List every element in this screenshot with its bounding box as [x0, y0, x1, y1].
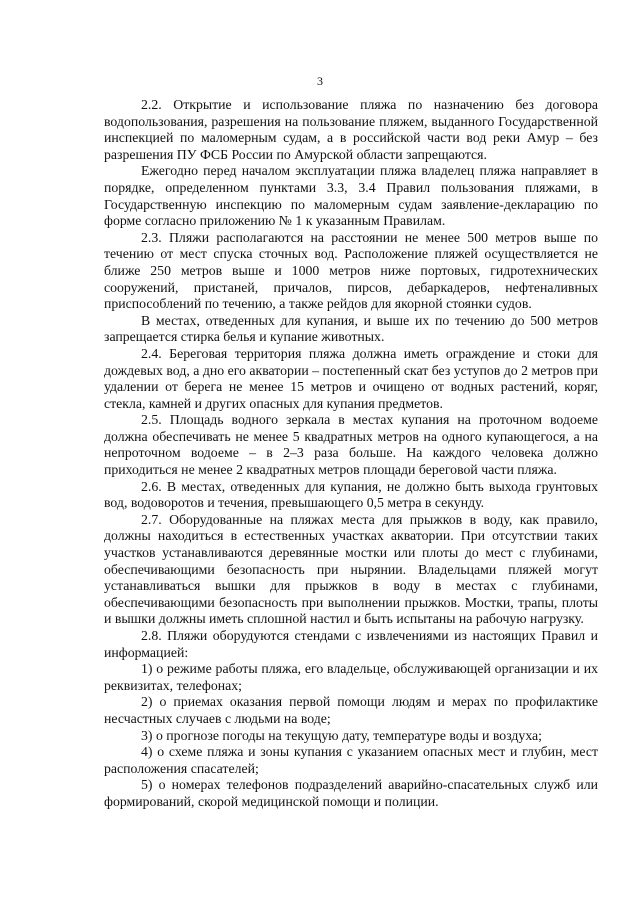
list-item-5: 5) о номерах телефонов подразделений аварийно-спасательных служб или формирований, скорой медицинской помощи и полиции. — [104, 777, 598, 809]
paragraph-2-8: 2.8. Пляжи оборудуются стендами с извлечениями из настоящих Правил и информацией: — [104, 628, 598, 660]
paragraph-2-2: 2.2. Открытие и использование пляжа по назначению без договора водопользования, разрешения на пользование пляжем, выданного Государственной инспекцией по маломерным судам, а в российской части вод реки Амур – без разрешения ПУ ФСБ России по Амурской области запрещаются. — [104, 97, 598, 162]
paragraph-2-3: 2.3. Пляжи располагаются на расстоянии не менее 500 метров выше по течению от мест спуска сточных вод. Расположение пляжей осуществляется не ближе 250 метров выше и 1000 метров ниже портовых, гидротехнических сооружений, пристаней, причалов, пирсов, дебаркадеров, нефтеналивных приспособлений по течению, а также рейдов для якорной стоянки судов. — [104, 229, 598, 312]
list-item-3: 3) о прогнозе погоды на текущую дату, температуре воды и воздуха; — [141, 727, 542, 743]
paragraph-2-5: 2.5. Площадь водного зеркала в местах купания на проточном водоеме должна обеспечивать не менее 5 квадратных метров на одного купающегося, а на непроточном водоеме – в 2–3 раза больше. На каждого человека должно приходиться не менее 2 квадратных метров площади береговой части пляжа. — [104, 412, 598, 478]
body-text — [104, 97, 598, 811]
list-item-1: 1) о режиме работы пляжа, его владельце, обслуживающей организации и их реквизитах, телефонах; — [104, 661, 598, 693]
paragraph-2-7: 2.7. Оборудованные на пляжах места для прыжков в воду, как правило, должны находиться в естественных участках акватории. При отсутствии таких участков устанавливаются деревянные мостки или плоты до мест с глубинами, обеспечивающими безопасность при нырянии. Владельцами пляжей могут устанавливаться вышки для прыжков в воду в местах с глубинами, обеспечивающими безопасность при выполнении прыжков. Мостки, трапы, плоты и вышки должны иметь сплошной настил и быть испытаны на рабочую нагрузку. — [104, 511, 598, 627]
page-number: 3 — [317, 74, 323, 88]
paragraph-2-6: 2.6. В местах, отведенных для купания, не должно быть выхода грунтовых вод, водоворотов и течения, превышающего 0,5 метра в секунду. — [104, 478, 598, 511]
paragraph-washing-ban: В местах, отведенных для купания, и выше их по течению до 500 метров запрещается стирка белья и купание животных. — [104, 312, 598, 345]
list-item-4: 4) о схеме пляжа и зоны купания с указанием опасных мест и глубин, мест расположения спасателей; — [104, 744, 598, 776]
paragraph-2-4: 2.4. Береговая территория пляжа должна иметь ограждение и стоки для дождевых вод, а дно его акватории – постепенный скат без уступов до 2 метров при удалении от берега не менее 15 метров и очищено от водных растений, коряг, стекла, камней и других опасных для купания предметов. — [104, 345, 598, 411]
list-item-2: 2) о приемах оказания первой помощи людям и мерах по профилактике несчастных случаев с людьми на воде; — [104, 694, 598, 726]
paragraph-declaration: Ежегодно перед началом эксплуатации пляжа владелец пляжа направляет в порядке, определенном пунктами 3.3, 3.4 Правил пользования пляжами, в Государственную инспекцию по маломерным судам заявление-декларацию по форме согласно приложению № 1 к указанным Правилам. — [104, 163, 598, 229]
